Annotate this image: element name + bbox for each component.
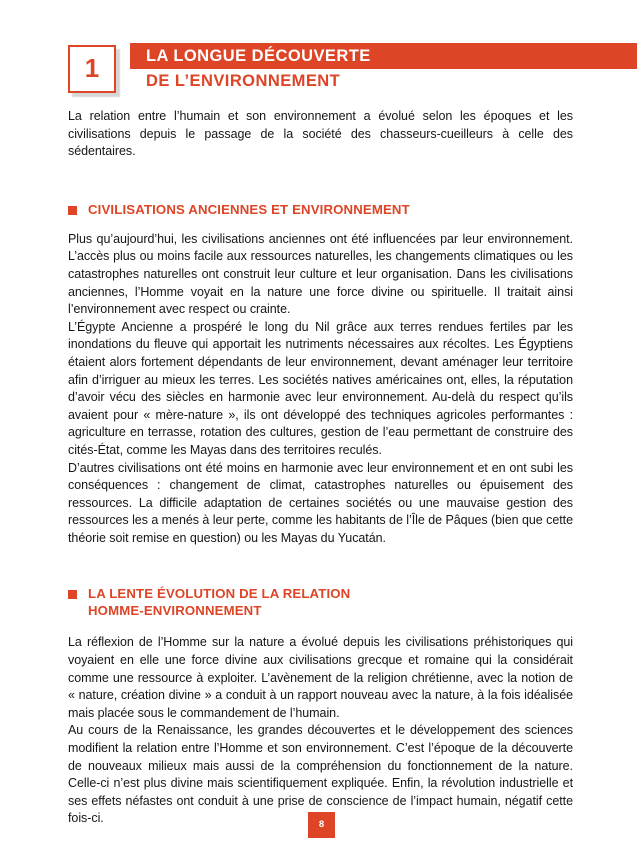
spacer [68,547,573,585]
section-heading-text-line-2: HOMME-ENVIRONNEMENT [88,603,262,619]
section-1-paragraph-3: D’autres civilisations ont été moins en harmonie avec leur environnement et en ont subi les conséquences : changement de climat, catastrophes naturelles ou épuisement des ressources. La difficile adaptation de certaines sociétés ou une mauvaise gestion des ressources les a menés à leur perte, comme les habitants de l’Île de Pâques (bien que cette théorie soit remise en question) ou les Mayas du Yucatán. [68,460,573,545]
square-bullet-icon [68,206,77,215]
page-number-text: 8 [318,819,325,831]
chapter-header [0,0,643,100]
spacer [68,161,573,201]
chapter-title-line-1: LA LONGUE DÉCOUVERTE [146,47,371,65]
intro-paragraph: La relation entre l’humain et son environnement a évolué selon les époques et les civilisations depuis le passage de la société des chasseurs-cueilleurs à celle des sédentaires. [68,109,573,159]
page-content [68,108,573,831]
spacer [68,218,573,231]
page-footer [0,812,643,842]
section-1-paragraph-1: Plus qu’aujourd’hui, les civilisations anciennes ont été influencées par leur environnement. L’accès plus ou moins facile aux ressources naturelles, les changements climatiques ou les catastrophes naturelles ont construit leur culture et leur organisation. Dans les civilisations anciennes, l’Homme voyait en la nature une force divine ou spirituelle. Il traitait ainsi l’environnement avec respect ou crainte. [68,231,573,317]
section-heading-text-line-1: LA LENTE ÉVOLUTION DE LA RELATION [88,586,351,602]
square-bullet-icon [68,590,77,599]
section-2-paragraph-1: La réflexion de l’Homme sur la nature a évolué depuis les civilisations préhistoriques qui voyaient en elle une force divine aux civilisations grecque et romaine qui la considérait comme une ressource à exploiter. L’avènement de la religion chrétienne, avec la notion de « nature, création divine » a conduit à un rapport nouveau avec la nature, à la fois idéalisée mais placée sous le commandement de l’humain. [68,635,573,720]
section-heading-lente-evolution [68,585,573,619]
spacer [68,619,573,634]
section-heading-text-block [88,585,350,619]
chapter-number-text: 1 [84,53,100,83]
page-number-badge [308,812,335,838]
chapter-number-box [68,45,116,93]
section-2-paragraph-2: Au cours de la Renaissance, les grandes découvertes et le développement des sciences modifient la relation entre l’Homme et son environnement. C’est l’époque de la découverte de nouveaux milieux mais aussi de la compréhension du fonctionnement de la nature. Celle-ci n’est plus divine mais scientifiquement expliquée. Enfin, la révolution industrielle et ses effets néfastes ont conduit à une prise de conscience de l’impact humain, négatif cette fois-ci. [68,723,573,826]
section-heading-civilisations-anciennes [68,201,573,218]
section-1-paragraph-2: L’Égypte Ancienne a prospéré le long du Nil grâce aux terres rendues fertiles par les inondations du fleuve qui apportait les nutriments nécessaires aux récoltes. Les Égyptiens étaient alors fortement dépendants de leur environnement, devant aménager leur territoire afin d’irriguer au mieux les terres. Les sociétés natives américaines ont, elles, la réputation d’avoir vécu des siècles en harmonie avec leur environnement. Au-delà du respect qu’ils avaient pour « mère-nature », ils ont développé des techniques agricoles performantes : agriculture en terrasse, rotation des cultures, gestion de l’eau permettant de construire des cités-État, comme les Mayas dans des territoires reculés. [68,319,573,457]
section-heading-text: CIVILISATIONS ANCIENNES ET ENVIRONNEMENT [88,201,410,217]
chapter-title-line-2: DE L’ENVIRONNEMENT [146,72,341,90]
